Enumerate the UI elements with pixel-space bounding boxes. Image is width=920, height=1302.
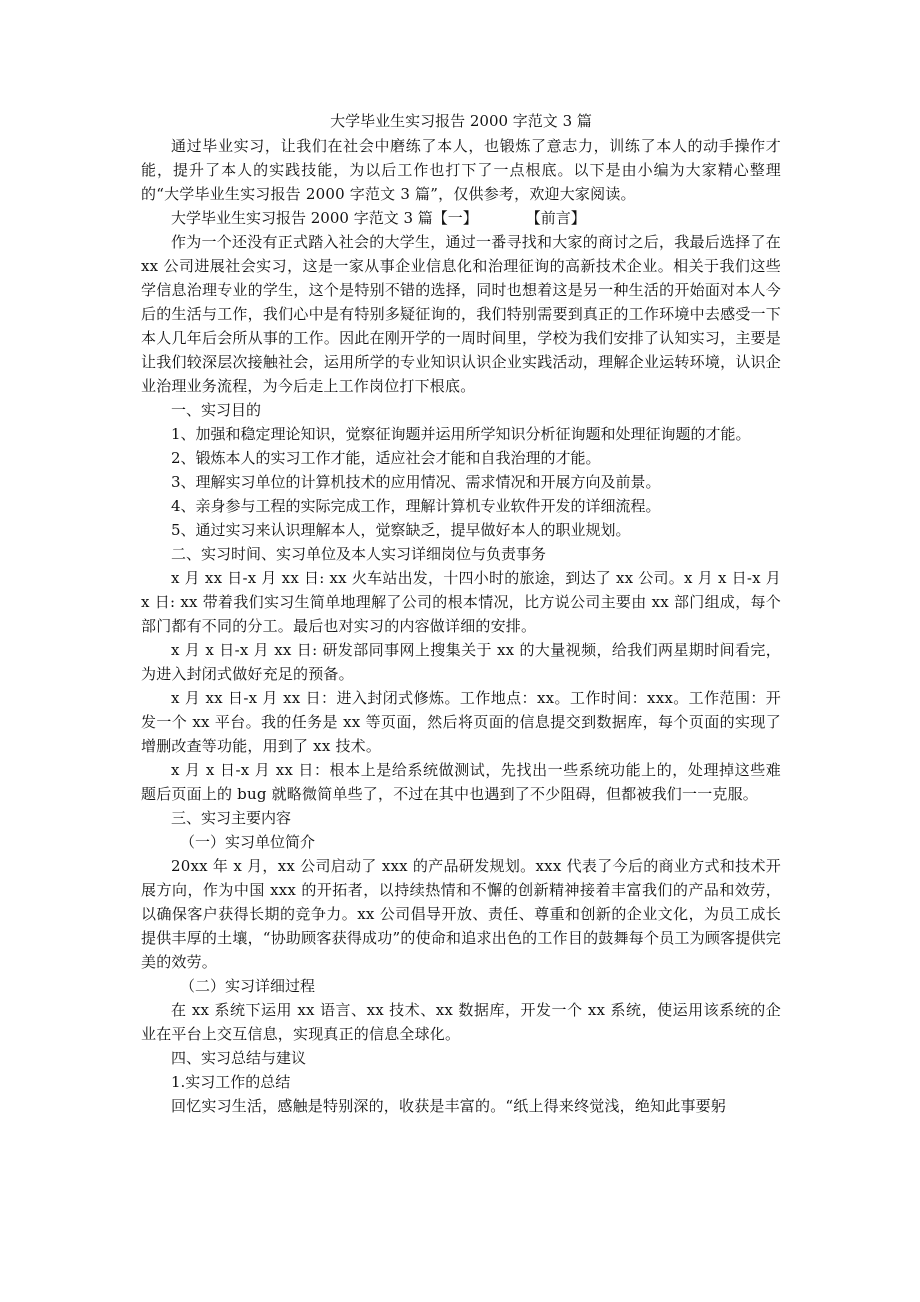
section-title-row: [141, 206, 781, 230]
goal-item: 2、锻炼本人的实习工作才能，适应社会才能和自我治理的才能。: [171, 449, 601, 467]
schedule-paragraph: x 月 x 日-x 月 xx 日：根本上是给系统做测试，先找出一些系统功能上的，处理掉这些难题后页面上的 bug 就略微简单些了，不过在其中也遇到了不少阻碍，但都被我们一一克服。: [141, 761, 781, 803]
heading-summary: 四、实习总结与建议: [171, 1049, 307, 1067]
section-title: 大学毕业生实习报告 2000 字范文 3 篇【一】: [171, 209, 478, 227]
subheading-company-intro: （一）实习单位简介: [180, 833, 316, 851]
heading-schedule: 二、实习时间、实习单位及本人实习详细岗位与负责事务: [171, 545, 547, 563]
subheading-process: （二）实习详细过程: [180, 977, 316, 995]
schedule-paragraph: x 月 x 日-x 月 xx 日: 研发部同事网上搜集关于 xx 的大量视频，给我们两星期时间看完，为进入封闭式做好充足的预备。: [141, 641, 781, 683]
heading-main-content: 三、实习主要内容: [171, 809, 292, 827]
schedule-paragraph: x 月 xx 日-x 月 xx 日：进入封闭式修炼。工作地点：xx。工作时间：xxx。工作范围：开发一个 xx 平台。我的任务是 xx 等页面，然后将页面的信息提交到数据库，每个页面的实现了增删改查等功能，用到了 xx 技术。: [141, 689, 781, 755]
process-paragraph: 在 xx 系统下运用 xx 语言、xx 技术、xx 数据库，开发一个 xx 系统，使运用该系统的企业在平台上交互信息，实现真正的信息全球化。: [141, 1001, 781, 1043]
goal-item: 4、亲身参与工程的实际完成工作，理解计算机专业软件开发的详细流程。: [171, 497, 661, 515]
subheading-work-summary: 1.实习工作的总结: [171, 1073, 291, 1091]
schedule-paragraph: x 月 xx 日-x 月 xx 日: xx 火车站出发，十四小时的旅途，到达了 xx 公司。x 月 x 日-x 月 x 日: xx 带着我们实习生简单地理解了公司的根本情况，比方说公司主要由 xx 部门组成，每个部门都有不同的分工。最后也对实习的内容做详细的安排。: [141, 569, 781, 635]
company-paragraph: 20xx 年 x 月，xx 公司启动了 xxx 的产品研发规划。xxx 代表了今后的商业方式和技术开展方向，作为中国 xxx 的开拓者，以持续热情和不懈的创新精神接着丰富我们的产品和效劳，以确保客户获得长期的竞争力。xx 公司倡导开放、责任、尊重和创新的企业文化，为员工成长提供丰厚的土壤，“协助顾客获得成功”的使命和追求出色的工作目的鼓舞每个员工为顾客提供完美的效劳。: [141, 857, 781, 971]
document-title: 大学毕业生实习报告 2000 字范文 3 篇: [330, 112, 592, 130]
heading-goals: 一、实习目的: [171, 401, 262, 419]
document-page: [141, 110, 781, 1118]
goal-item: 5、通过实习来认识理解本人，觉察缺乏，提早做好本人的职业规划。: [171, 521, 631, 539]
goal-item: 1、加强和稳定理论知识，觉察征询题并运用所学知识分析征询题和处理征询题的才能。: [171, 425, 751, 443]
section-tag: 【前言】: [525, 209, 586, 227]
intro-paragraph: 通过毕业实习，让我们在社会中磨练了本人，也锻炼了意志力，训练了本人的动手操作才能，提升了本人的实践技能，为以后工作也打下了一点根底。以下是由小编为大家精心整理的“大学毕业生实习报告 2000 字范文 3 篇”，仅供参考，欢迎大家阅读。: [141, 137, 781, 203]
summary-paragraph: 回忆实习生活，感触是特别深的，收获是丰富的。“纸上得来终觉浅，绝知此事要躬: [171, 1097, 727, 1115]
goal-item: 3、理解实习单位的计算机技术的应用情况、需求情况和开展方向及前景。: [171, 473, 661, 491]
foreword-paragraph: 作为一个还没有正式踏入社会的大学生，通过一番寻找和大家的商讨之后，我最后选择了在 xx 公司进展社会实习，这是一家从事企业信息化和治理征询的高新技术企业。相关于我们这些学信息治理专业的学生，这个是特别不错的选择，同时也想着这是另一种生活的开始面对本人今后的生活与工作，我们心中是有特别多疑征询的，我们特别需要到真正的工作环境中去感受一下本人几年后会所从事的工作。因此在刚开学的一周时间里，学校为我们安排了认知实习，主要是让我们较深层次接触社会，运用所学的专业知识认识企业实践活动，理解企业运转环境，认识企业治理业务流程，为今后走上工作岗位打下根底。: [141, 233, 781, 395]
